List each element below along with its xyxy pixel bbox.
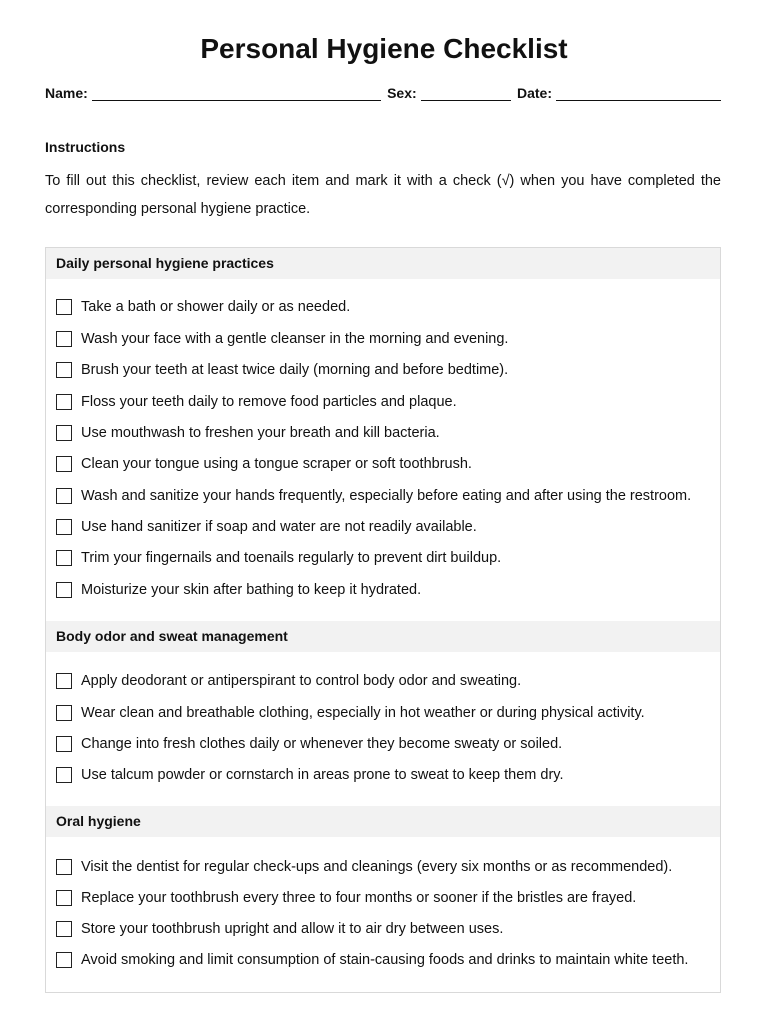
checklist-item-label: Clean your tongue using a tongue scraper or soft toothbrush. <box>81 456 472 472</box>
checklist-item[interactable] <box>56 454 472 474</box>
checklist-item[interactable] <box>56 857 672 877</box>
checklist-item[interactable] <box>56 919 503 939</box>
checkbox[interactable] <box>56 582 72 598</box>
checkbox[interactable] <box>56 519 72 535</box>
sex-field[interactable] <box>421 86 511 101</box>
checkbox[interactable] <box>56 673 72 689</box>
checklist-item-label: Trim your fingernails and toenails regularly to prevent dirt buildup. <box>81 550 502 566</box>
checklist-item-label: Apply deodorant or antiperspirant to control body odor and sweating. <box>81 673 522 689</box>
checkbox[interactable] <box>56 859 72 875</box>
checklist-item[interactable] <box>56 765 564 785</box>
checklist-item-label: Moisturize your skin after bathing to keep it hydrated. <box>81 582 422 598</box>
checkbox[interactable] <box>56 362 72 378</box>
name-label: Name: <box>45 85 88 101</box>
checklist-box <box>45 247 721 993</box>
page-title: Personal Hygiene Checklist <box>200 33 568 64</box>
checklist-item[interactable] <box>56 517 477 537</box>
checkbox[interactable] <box>56 921 72 937</box>
checkbox[interactable] <box>56 425 72 441</box>
checklist-item[interactable] <box>56 486 691 506</box>
checkbox[interactable] <box>56 890 72 906</box>
checklist-item-label: Wash your face with a gentle cleanser in the morning and evening. <box>81 331 509 347</box>
date-label: Date: <box>516 85 552 101</box>
checkbox[interactable] <box>56 705 72 721</box>
checklist-item-label: Brush your teeth at least twice daily (morning and before bedtime). <box>81 362 509 378</box>
checklist-item[interactable] <box>56 888 636 908</box>
checklist-item[interactable] <box>56 392 457 412</box>
checklist-item[interactable] <box>56 671 521 691</box>
section-header-oral-hygiene: Oral hygiene <box>46 806 720 837</box>
checklist-item-label: Change into fresh clothes daily or whenever they become sweaty or soiled. <box>81 736 563 752</box>
checklist-item-label: Wear clean and breathable clothing, especially in hot weather or during physical activity. <box>81 705 645 721</box>
checklist-item-label: Visit the dentist for regular check-ups and cleanings (every six months or as recommended). <box>81 859 673 875</box>
checklist-item[interactable] <box>56 950 688 970</box>
checklist-item[interactable] <box>56 297 350 317</box>
section-header-daily-hygiene: Daily personal hygiene practices <box>46 248 720 279</box>
sex-label: Sex: <box>387 85 417 101</box>
checkbox[interactable] <box>56 952 72 968</box>
checklist-item-label: Store your toothbrush upright and allow it to air dry between uses. <box>81 921 504 937</box>
date-field[interactable] <box>556 86 721 101</box>
checklist-item-label: Floss your teeth daily to remove food particles and plaque. <box>81 394 457 410</box>
checklist-item-label: Take a bath or shower daily or as needed. <box>81 299 351 315</box>
checkbox[interactable] <box>56 550 72 566</box>
section-header-body-odor: Body odor and sweat management <box>46 621 720 652</box>
name-field[interactable] <box>92 86 381 101</box>
instructions-heading: Instructions <box>45 139 126 155</box>
checklist-item[interactable] <box>56 548 501 568</box>
checkbox[interactable] <box>56 736 72 752</box>
checklist-item[interactable] <box>56 580 421 600</box>
instructions-text: To fill out this checklist, review each item and mark it with a check (√) when you have completed the corresponding personal hygiene practice. <box>45 173 721 217</box>
checkbox[interactable] <box>56 394 72 410</box>
checklist-item[interactable] <box>56 329 508 349</box>
checkbox[interactable] <box>56 299 72 315</box>
name-group <box>45 85 381 101</box>
checkbox[interactable] <box>56 456 72 472</box>
checklist-item-label: Wash and sanitize your hands frequently, especially before eating and after using the restroom. <box>81 488 692 504</box>
checklist-item-label: Avoid smoking and limit consumption of stain-causing foods and drinks to maintain white teeth. <box>81 952 689 968</box>
checklist-item[interactable] <box>56 423 440 443</box>
checklist-item-label: Use mouthwash to freshen your breath and kill bacteria. <box>81 425 440 441</box>
checklist-item-label: Use hand sanitizer if soap and water are not readily available. <box>81 519 477 535</box>
checkbox[interactable] <box>56 331 72 347</box>
checklist-item[interactable] <box>56 734 562 754</box>
checkbox[interactable] <box>56 488 72 504</box>
checklist-item-label: Use talcum powder or cornstarch in areas prone to sweat to keep them dry. <box>81 767 564 783</box>
checklist-item-label: Replace your toothbrush every three to four months or sooner if the bristles are frayed. <box>81 890 637 906</box>
checkbox[interactable] <box>56 767 72 783</box>
sex-group <box>387 85 511 101</box>
checklist-item[interactable] <box>56 703 645 723</box>
checklist-item[interactable] <box>56 360 508 380</box>
patient-info-line <box>45 85 721 101</box>
date-group <box>517 85 721 101</box>
